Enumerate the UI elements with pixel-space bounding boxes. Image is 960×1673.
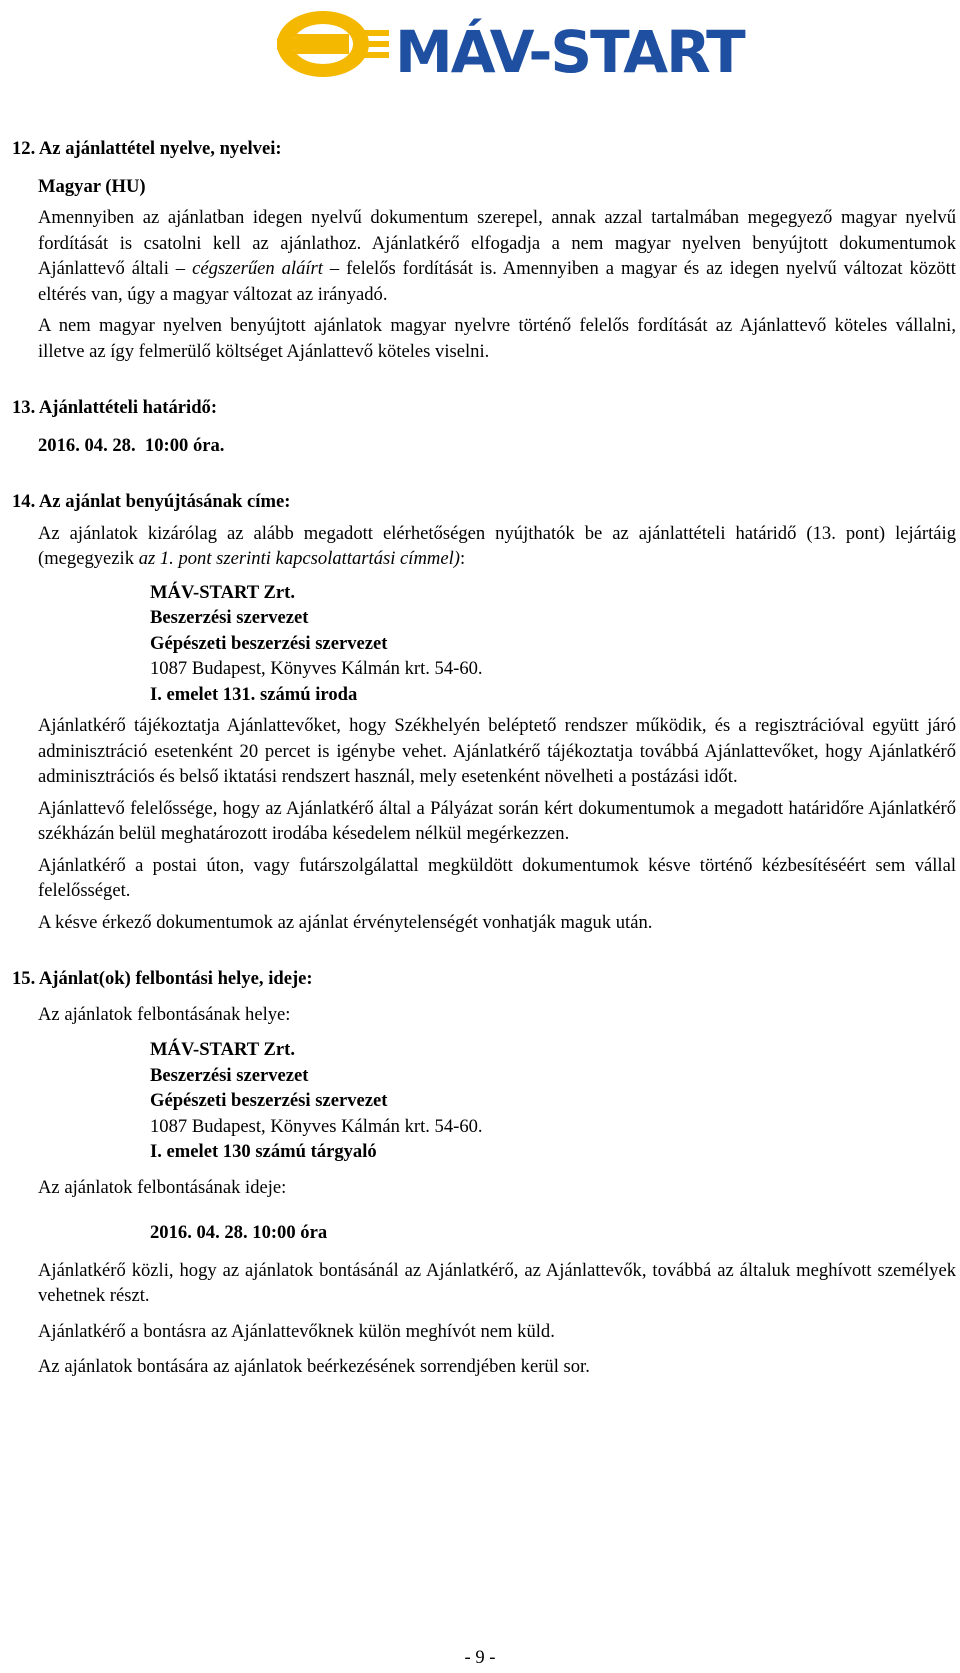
section-12-title: Az ajánlattétel nyelve, nyelvei: <box>38 138 282 159</box>
section-15-paragraph-3: Az ajánlatok bontására az ajánlatok beérkezésének sorrendjében kerül sor. <box>38 1356 590 1377</box>
page-number: - 9 - <box>464 1647 496 1668</box>
section-15-address-company: MÁV-START Zrt. <box>150 1039 295 1060</box>
section-15-address-street: 1087 Budapest, Könyves Kálmán krt. 54-60. <box>150 1115 483 1137</box>
section-14-address-street: 1087 Budapest, Könyves Kálmán krt. 54-60. <box>150 658 483 679</box>
section-15-paragraph-2: Ajánlatkérő a bontásra az Ajánlattevőknek külön meghívót nem küld. <box>38 1320 555 1342</box>
section-14-heading <box>12 489 956 515</box>
section-14-title: Az ajánlat benyújtásának címe: <box>38 491 291 512</box>
section-12-p1-text-a: Amennyiben az ajánlatban idegen nyelvű dokumentum szerepel, annak azzal tartalmában megegyező magyar nyelvű fordítását is csatolni kell az ajánlathoz. Ajánlatkérő elfogadja a nem magyar nyelven benyújtott dokumentumok Ajánlattevő általi – <box>38 207 956 279</box>
section-12-p1-italic: cégszerűen aláírt <box>192 258 323 279</box>
section-15-address-block <box>38 1037 956 1165</box>
section-15-paragraph-1: Ajánlatkérő közli, hogy az ajánlatok bontásánál az Ajánlatkérő, az Ajánlattevők, továbbá az általuk meghívott személyek vehetnek részt. <box>38 1259 956 1306</box>
section-14-number: 14. <box>12 491 36 512</box>
section-15-time-label: Az ajánlatok felbontásának ideje: <box>38 1176 287 1198</box>
section-12-paragraph-2: A nem magyar nyelven benyújtott ajánlatok magyar nyelvre történő felelős fordítását az Ajánlattevő köteles vállalni, illetve az így felmerülő költséget Ajánlattevő köteles viselni. <box>38 315 956 362</box>
section-14-paragraph-5: A késve érkező dokumentumok az ajánlat érvénytelenségét vonhatják maguk után. <box>38 911 653 933</box>
section-14-address-company: MÁV-START Zrt. <box>150 581 295 603</box>
section-14-address-block <box>38 580 956 708</box>
section-12-number: 12. <box>12 138 36 159</box>
section-15-address-subdept: Gépészeti beszerzési szervezet <box>150 1090 388 1111</box>
section-13-title: Ajánlattételi határidő: <box>38 397 218 418</box>
mav-start-logo-icon <box>275 4 744 88</box>
section-15-title: Ajánlat(ok) felbontási helye, ideje: <box>38 968 313 989</box>
section-14-p1-text-b: : <box>459 548 466 569</box>
section-12-p1-text-b: – felelős fordítását is. Amennyiben a magyar és az idegen nyelvű változat között eltérés van, úgy a magyar változat az irányadó. <box>38 258 956 305</box>
section-15-number: 15. <box>12 968 36 989</box>
section-14-paragraph-2: Ajánlatkérő tájékoztatja Ajánlattevőket, hogy Székhelyén beléptető rendszer működik, és a regisztrációval együtt járó adminisztráció esetenként 20 percet is igénybe vehet. Ajánlatkérő tájékoztatja továbbá Ajánlattevőket, hogy Ajánlatkérő adminisztrációs és belső iktatási rendszert használ, mely esetenként növelheti a postázási időt. <box>38 715 956 787</box>
section-12-language: Magyar (HU) <box>38 175 146 197</box>
section-14-address-dept: Beszerzési szervezet <box>150 607 309 628</box>
section-14-address-subdept: Gépészeti beszerzési szervezet <box>150 632 388 654</box>
section-15-heading <box>12 966 956 992</box>
section-14-p1-italic: az 1. pont szerinti kapcsolattartási címmel) <box>138 548 460 569</box>
section-15-place-label: Az ajánlatok felbontásának helye: <box>38 1003 291 1025</box>
section-12-heading <box>12 136 956 162</box>
section-13-number: 13. <box>12 397 36 418</box>
mav-start-logo <box>275 4 744 88</box>
section-14-p1-text-a: Az ajánlatok kizárólag az alább megadott elérhetőségen nyújthatók be az ajánlattételi határidő (13. pont) lejártáig (megegyezik <box>38 522 956 569</box>
section-15-address-room: I. emelet 130 számú tárgyaló <box>150 1141 377 1162</box>
logo-wordmark: MÁV-START <box>395 18 744 86</box>
section-13-heading <box>12 395 956 421</box>
section-13-deadline: 2016. 04. 28. 10:00 óra. <box>38 434 225 456</box>
section-14-paragraph-3: Ajánlattevő felelőssége, hogy az Ajánlatkérő által a Pályázat során kért dokumentumok a megadott határidőre Ajánlatkérő székházán belül meghatározott irodába késedelem nélkül megérkezzen. <box>38 797 956 844</box>
section-15-address-dept: Beszerzési szervezet <box>150 1064 309 1086</box>
section-12-paragraph-1 <box>38 205 956 307</box>
section-14-paragraph-1 <box>38 521 956 572</box>
section-14-address-room: I. emelet 131. számú iroda <box>150 683 358 705</box>
section-14-paragraph-4: Ajánlatkérő a postai úton, vagy futárszolgálattal megküldött dokumentumok késve történő kézbesítéséért sem vállal felelősséget. <box>38 854 956 901</box>
section-15-time: 2016. 04. 28. 10:00 óra <box>150 1222 328 1243</box>
document-body <box>12 136 956 1380</box>
